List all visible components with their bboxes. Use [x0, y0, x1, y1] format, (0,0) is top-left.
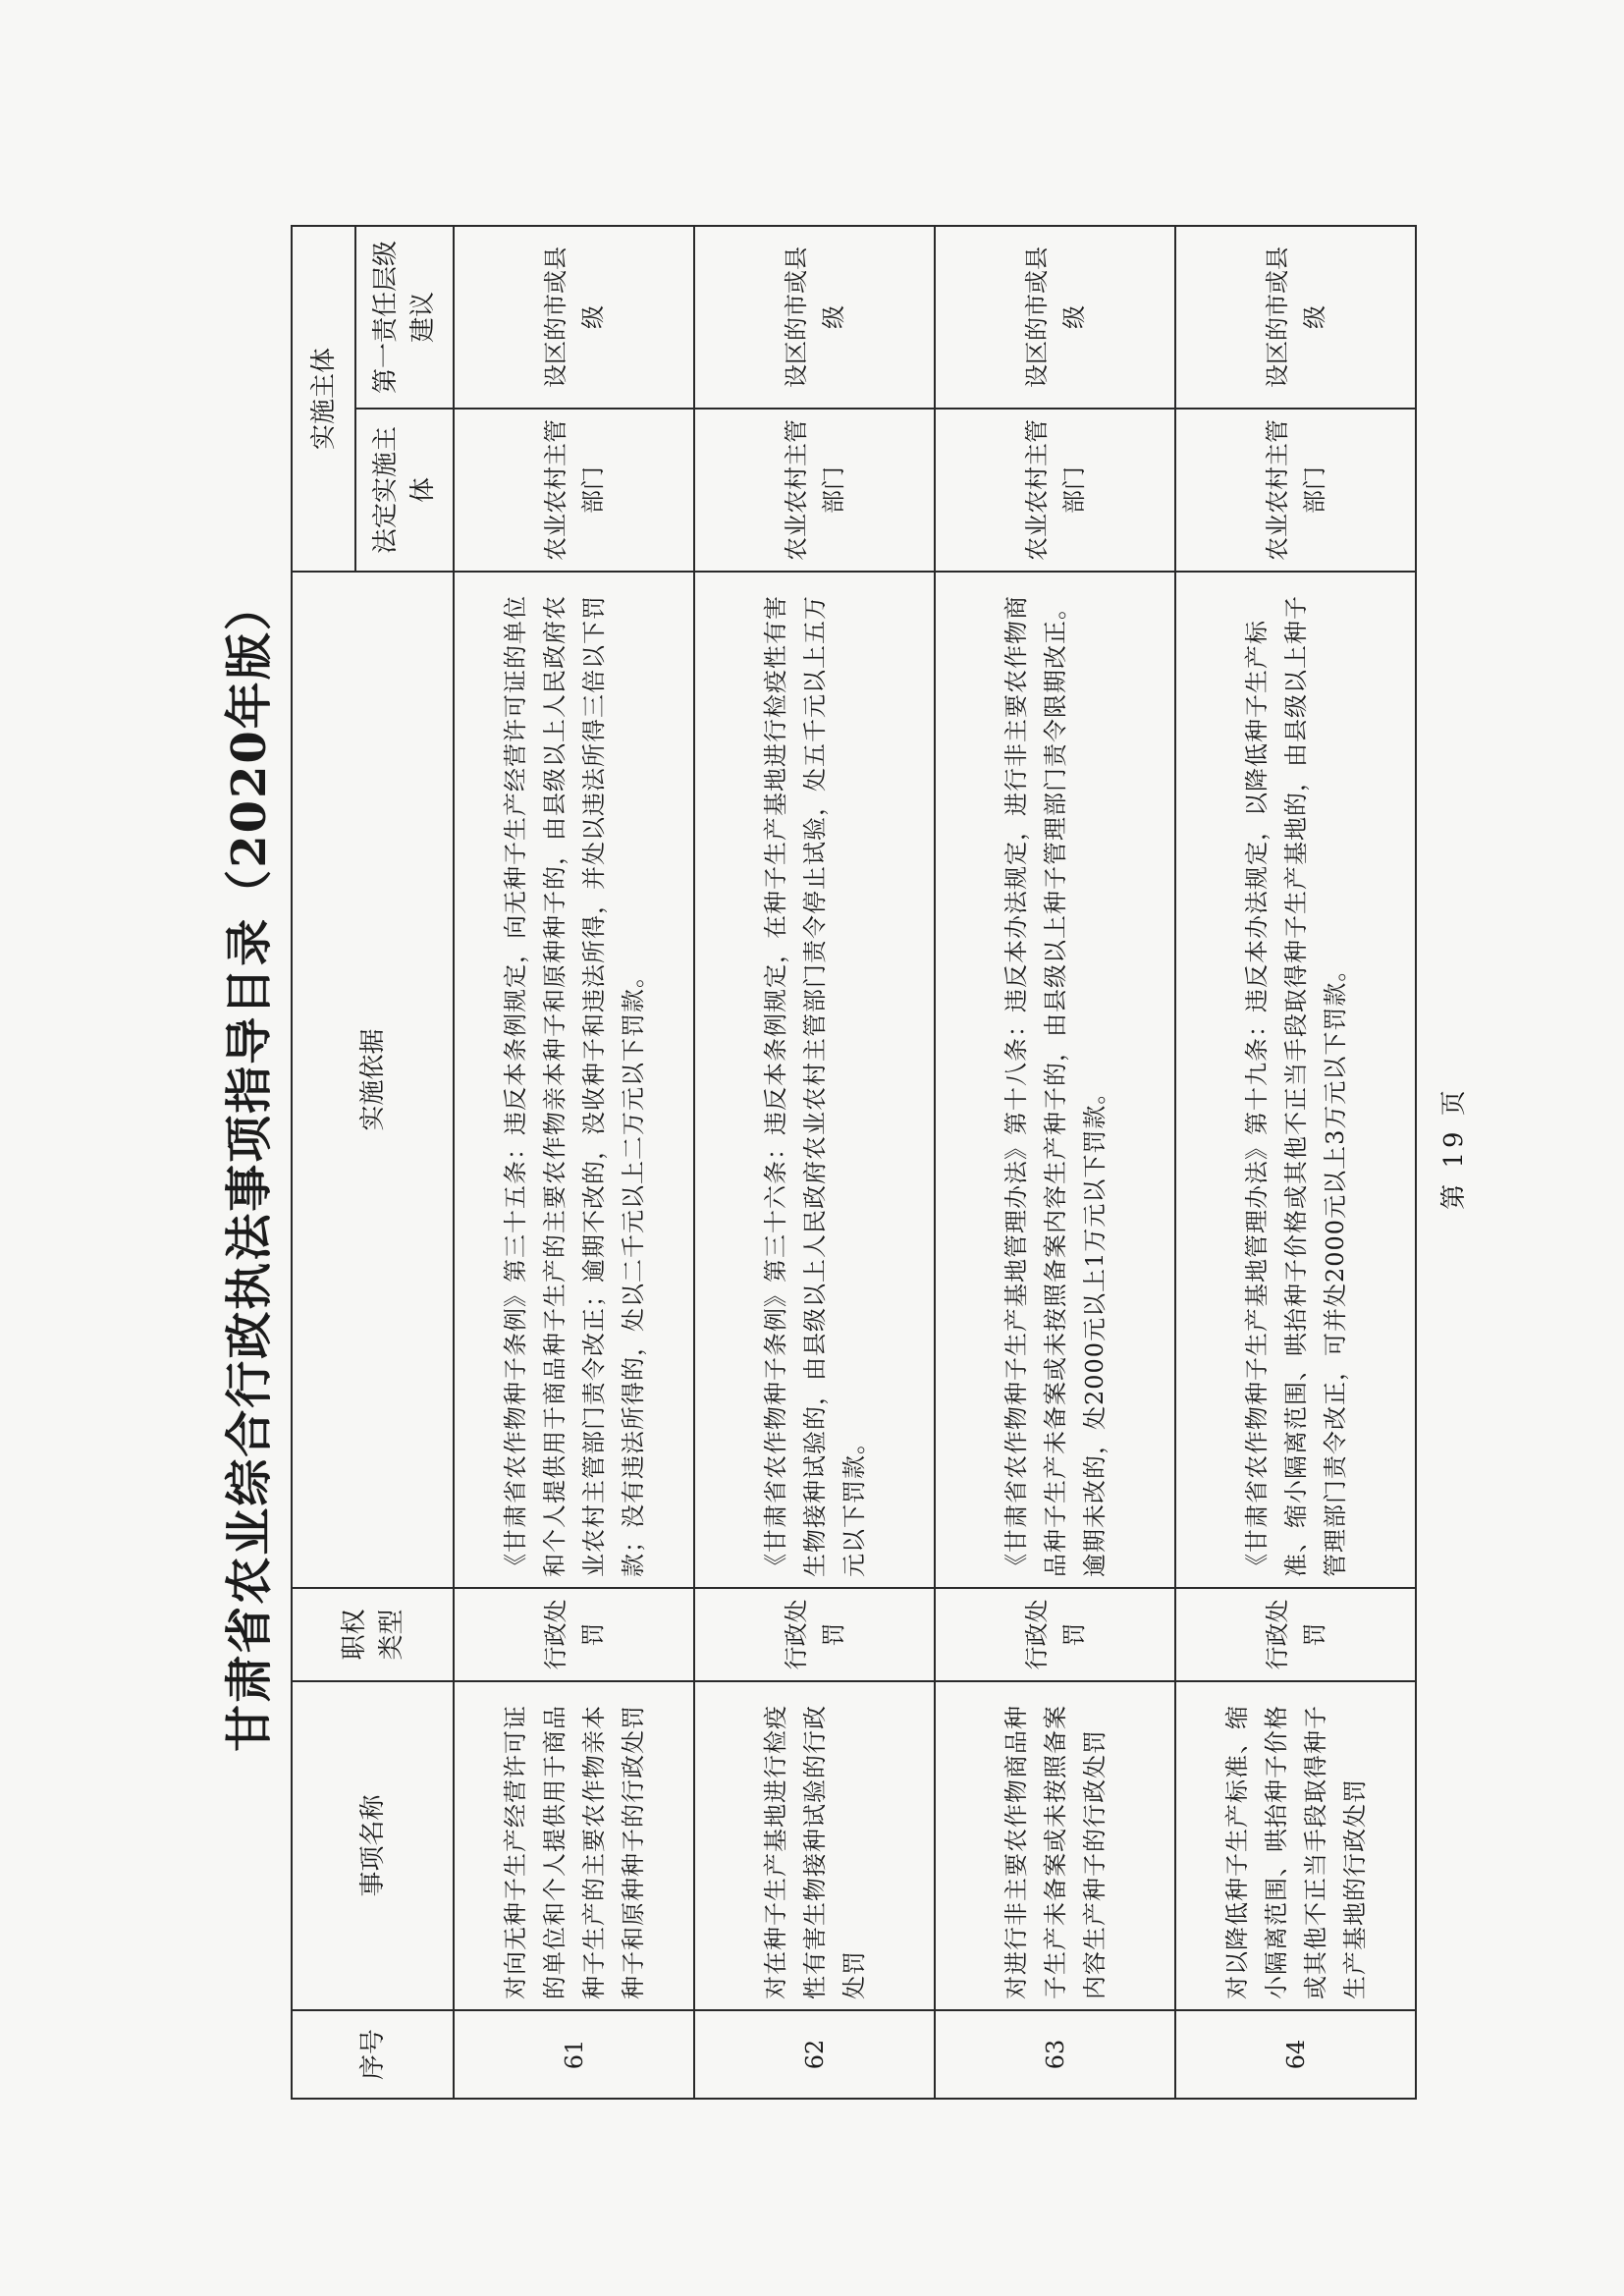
row-seq: 64 [1175, 2010, 1416, 2099]
row-legal-subject: 农业农村主管部门 [454, 409, 694, 572]
row-name: 对在种子生产基地进行检疫性有害生物接种试验的行政处罚 [694, 1681, 935, 2010]
row-name: 对进行非主要农作物商品种子生产未备案或未按照备案内容生产种子的行政处罚 [935, 1681, 1175, 2010]
table-row [935, 226, 1175, 2099]
table-row [1175, 226, 1416, 2099]
row-name: 对向无种子生产经营许可证的单位和个人提供用于商品种子生产的主要农作物亲本种子和原种种子的行政处罚 [454, 1681, 694, 2010]
document-title: 甘肃省农业综合行政执法事项指导目录（2020年版） [222, 581, 277, 1752]
row-type: 行政处罚 [454, 1588, 694, 1681]
row-level: 设区的市或县级 [935, 226, 1175, 409]
page-number: 第 19 页 [1439, 1086, 1469, 1210]
header-subject: 实施主体 [292, 226, 355, 572]
header-name: 事项名称 [292, 1681, 454, 2010]
row-level: 设区的市或县级 [1175, 226, 1416, 409]
row-name: 对以降低种子生产标准、缩小隔离范围、哄抬种子价格或其他不正当手段取得种子生产基地的行政处罚 [1175, 1681, 1416, 2010]
table-row [694, 226, 935, 2099]
row-type: 行政处罚 [1175, 1588, 1416, 1681]
row-type: 行政处罚 [694, 1588, 935, 1681]
table-row [454, 226, 694, 2099]
row-level: 设区的市或县级 [694, 226, 935, 409]
header-seq: 序号 [292, 2010, 454, 2099]
row-level: 设区的市或县级 [454, 226, 694, 409]
row-legal-subject: 农业农村主管部门 [694, 409, 935, 572]
row-basis: 《甘肃省农作物种子生产基地管理办法》第十九条：违反本办法规定，以降低种子生产标准、缩小隔离范围、哄抬种子价格或其他不正当手段取得种子生产基地的，由县级以上种子管理部门责令改正，可并处2000元以上3万元以下罚款。 [1175, 572, 1416, 1588]
row-seq: 63 [935, 2010, 1175, 2099]
header-level: 第一责任层级建议 [355, 226, 454, 409]
header-legal-subject: 法定实施主体 [355, 409, 454, 572]
row-seq: 61 [454, 2010, 694, 2099]
row-basis: 《甘肃省农作物种子生产基地管理办法》第十八条：违反本办法规定，进行非主要农作物商品种子生产未备案或未按照备案内容生产种子的，由县级以上种子管理部门责令限期改正。逾期未改的，处2000元以上1万元以下罚款。 [935, 572, 1175, 1588]
catalog-table [291, 225, 1417, 2100]
row-seq: 62 [694, 2010, 935, 2099]
row-legal-subject: 农业农村主管部门 [935, 409, 1175, 572]
row-type: 行政处罚 [935, 1588, 1175, 1681]
row-legal-subject: 农业农村主管部门 [1175, 409, 1416, 572]
row-basis: 《甘肃省农作物种子条例》第三十五条：违反本条例规定，向无种子生产经营许可证的单位和个人提供用于商品种子生产的主要农作物亲本种子和原种种子的，由县级以上人民政府农业农村主管部门责令改正；逾期不改的，没收种子和违法所得，并处以违法所得三倍以下罚款；没有违法所得的，处以二千元以上二万元以下罚款。 [454, 572, 694, 1588]
header-basis: 实施依据 [292, 572, 454, 1588]
header-type: 职权类型 [292, 1588, 454, 1681]
header-row [292, 226, 355, 2099]
row-basis: 《甘肃省农作物种子条例》第三十六条：违反本条例规定，在种子生产基地进行检疫性有害生物接种试验的，由县级以上人民政府农业农村主管部门责令停止试验，处五千元以上五万元以下罚款。 [694, 572, 935, 1588]
